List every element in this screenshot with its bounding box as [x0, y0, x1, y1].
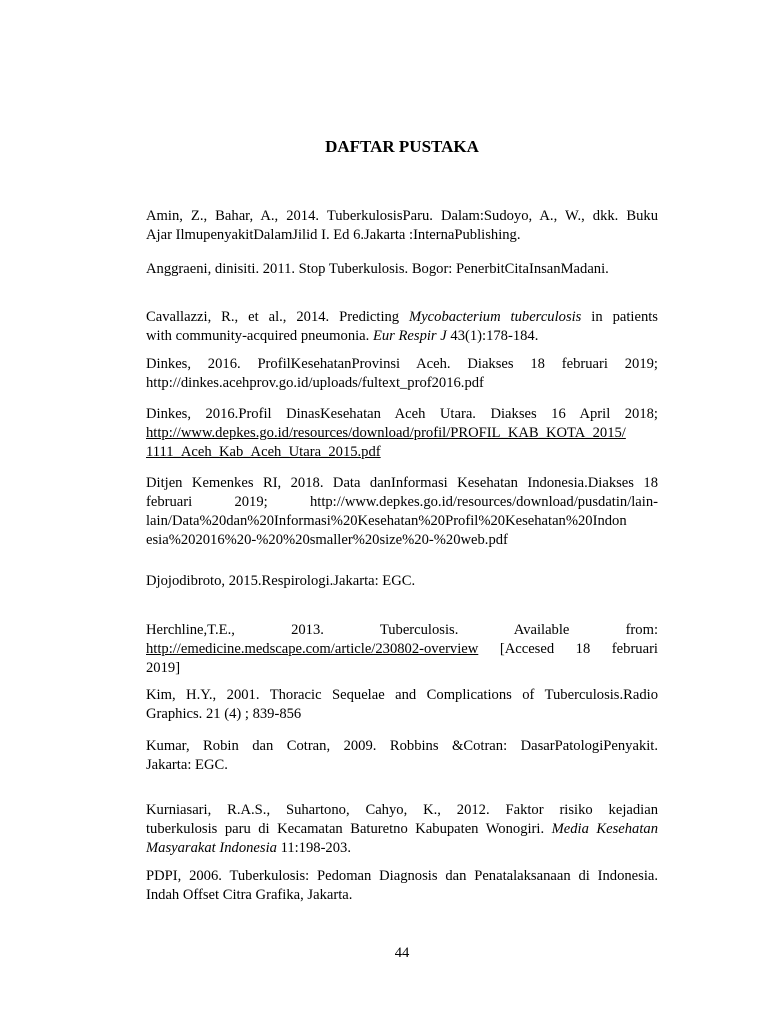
- reference-anggraeni: [146, 260, 658, 279]
- journal-name: Eur Respir J: [372, 328, 447, 344]
- reference-line: Kim, H.Y., 2001. Thoracic Sequelae and Complications of Tuberculosis.Radio: [146, 687, 658, 703]
- reference-url: http://dinkes.acehprov.go.id/uploads/fultext_prof2016.pdf: [146, 375, 484, 391]
- reference-line: Jakarta: EGC.: [146, 757, 228, 773]
- reference-line: lain/Data%20dan%20Informasi%20Kesehatan%20Profil%20Kesehatan%20Indon: [146, 513, 627, 529]
- reference-dinkes-aceh-utara: [146, 405, 658, 462]
- reference-pdpi: [146, 867, 658, 905]
- reference-kurniasari: [146, 801, 658, 858]
- reference-kim: [146, 686, 658, 724]
- journal-name: Media Kesehatan: [551, 821, 658, 837]
- reference-amin: [146, 207, 658, 245]
- reference-line: Indah Offset Citra Grafika, Jakarta.: [146, 887, 353, 903]
- reference-link[interactable]: http://emedicine.medscape.com/article/230802-overview: [146, 641, 479, 657]
- reference-cavallazzi: [146, 308, 658, 346]
- reference-line: Kurniasari, R.A.S., Suhartono, Cahyo, K., 2012. Faktor risiko kejadian: [146, 802, 658, 818]
- reference-line: Ajar IlmupenyakitDalamJilid I. Ed 6.Jakarta :InternaPublishing.: [146, 227, 521, 243]
- page-title: DAFTAR PUSTAKA: [325, 137, 479, 156]
- reference-line: PDPI, 2006. Tuberkulosis: Pedoman Diagnosis dan Penatalaksanaan di Indonesia.: [146, 868, 658, 884]
- reference-line: Cavallazzi, R., et al., 2014. Predicting Mycobacterium tuberculosis in patients: [146, 309, 658, 325]
- reference-line: 2019]: [146, 660, 181, 676]
- reference-line: Kumar, Robin dan Cotran, 2009. Robbins &Cotran: DasarPatologiPenyakit.: [146, 738, 658, 754]
- reference-line: Herchline,T.E., 2013. Tuberculosis. Available from:: [146, 622, 658, 638]
- reference-line: Graphics. 21 (4) ; 839-856: [146, 706, 302, 722]
- reference-line: Ditjen Kemenkes RI, 2018. Data danInformasi Kesehatan Indonesia.Diakses 18: [146, 475, 658, 491]
- reference-djojodibroto: [146, 572, 658, 591]
- journal-name: Masyarakat Indonesia: [146, 840, 277, 856]
- reference-ditjen: [146, 474, 658, 550]
- reference-line: Amin, Z., Bahar, A., 2014. TuberkulosisParu. Dalam:Sudoyo, A., W., dkk. Buku: [146, 208, 658, 224]
- reference-herchline: [146, 621, 658, 678]
- reference-line: tuberkulosis paru di Kecamatan Baturetno Kabupaten Wonogiri. Media Kesehatan: [146, 821, 658, 837]
- reference-link[interactable]: 1111_Aceh_Kab_Aceh_Utara_2015.pdf: [146, 444, 381, 460]
- reference-line: http://emedicine.medscape.com/article/230802-overview [Accesed 18 februari: [146, 641, 658, 657]
- reference-line: Dinkes, 2016. ProfilKesehatanProvinsi Aceh. Diakses 18 februari 2019;: [146, 356, 658, 372]
- reference-dinkes-2016: [146, 355, 658, 393]
- page-number: 44: [394, 945, 410, 961]
- species-name: Mycobacterium tuberculosis: [409, 309, 582, 325]
- reference-line: esia%202016%20-%20%20smaller%20size%20-%20web.pdf: [146, 532, 508, 548]
- reference-line: with community-acquired pneumonia. Eur Respir J 43(1):178-184.: [146, 328, 539, 344]
- reference-line: Masyarakat Indonesia 11:198-203.: [146, 840, 351, 856]
- reference-line: Djojodibroto, 2015.Respirologi.Jakarta: EGC.: [146, 573, 416, 589]
- reference-line: Dinkes, 2016.Profil DinasKesehatan Aceh Utara. Diakses 16 April 2018;: [146, 406, 658, 422]
- reference-kumar: [146, 737, 658, 775]
- reference-line: februari 2019; http://www.depkes.go.id/resources/download/pusdatin/lain-: [146, 494, 658, 510]
- reference-link[interactable]: http://www.depkes.go.id/resources/download/profil/PROFIL_KAB_KOTA_2015/: [146, 425, 626, 441]
- reference-line: Anggraeni, dinisiti. 2011. Stop Tuberkulosis. Bogor: PenerbitCitaInsanMadani.: [146, 261, 609, 277]
